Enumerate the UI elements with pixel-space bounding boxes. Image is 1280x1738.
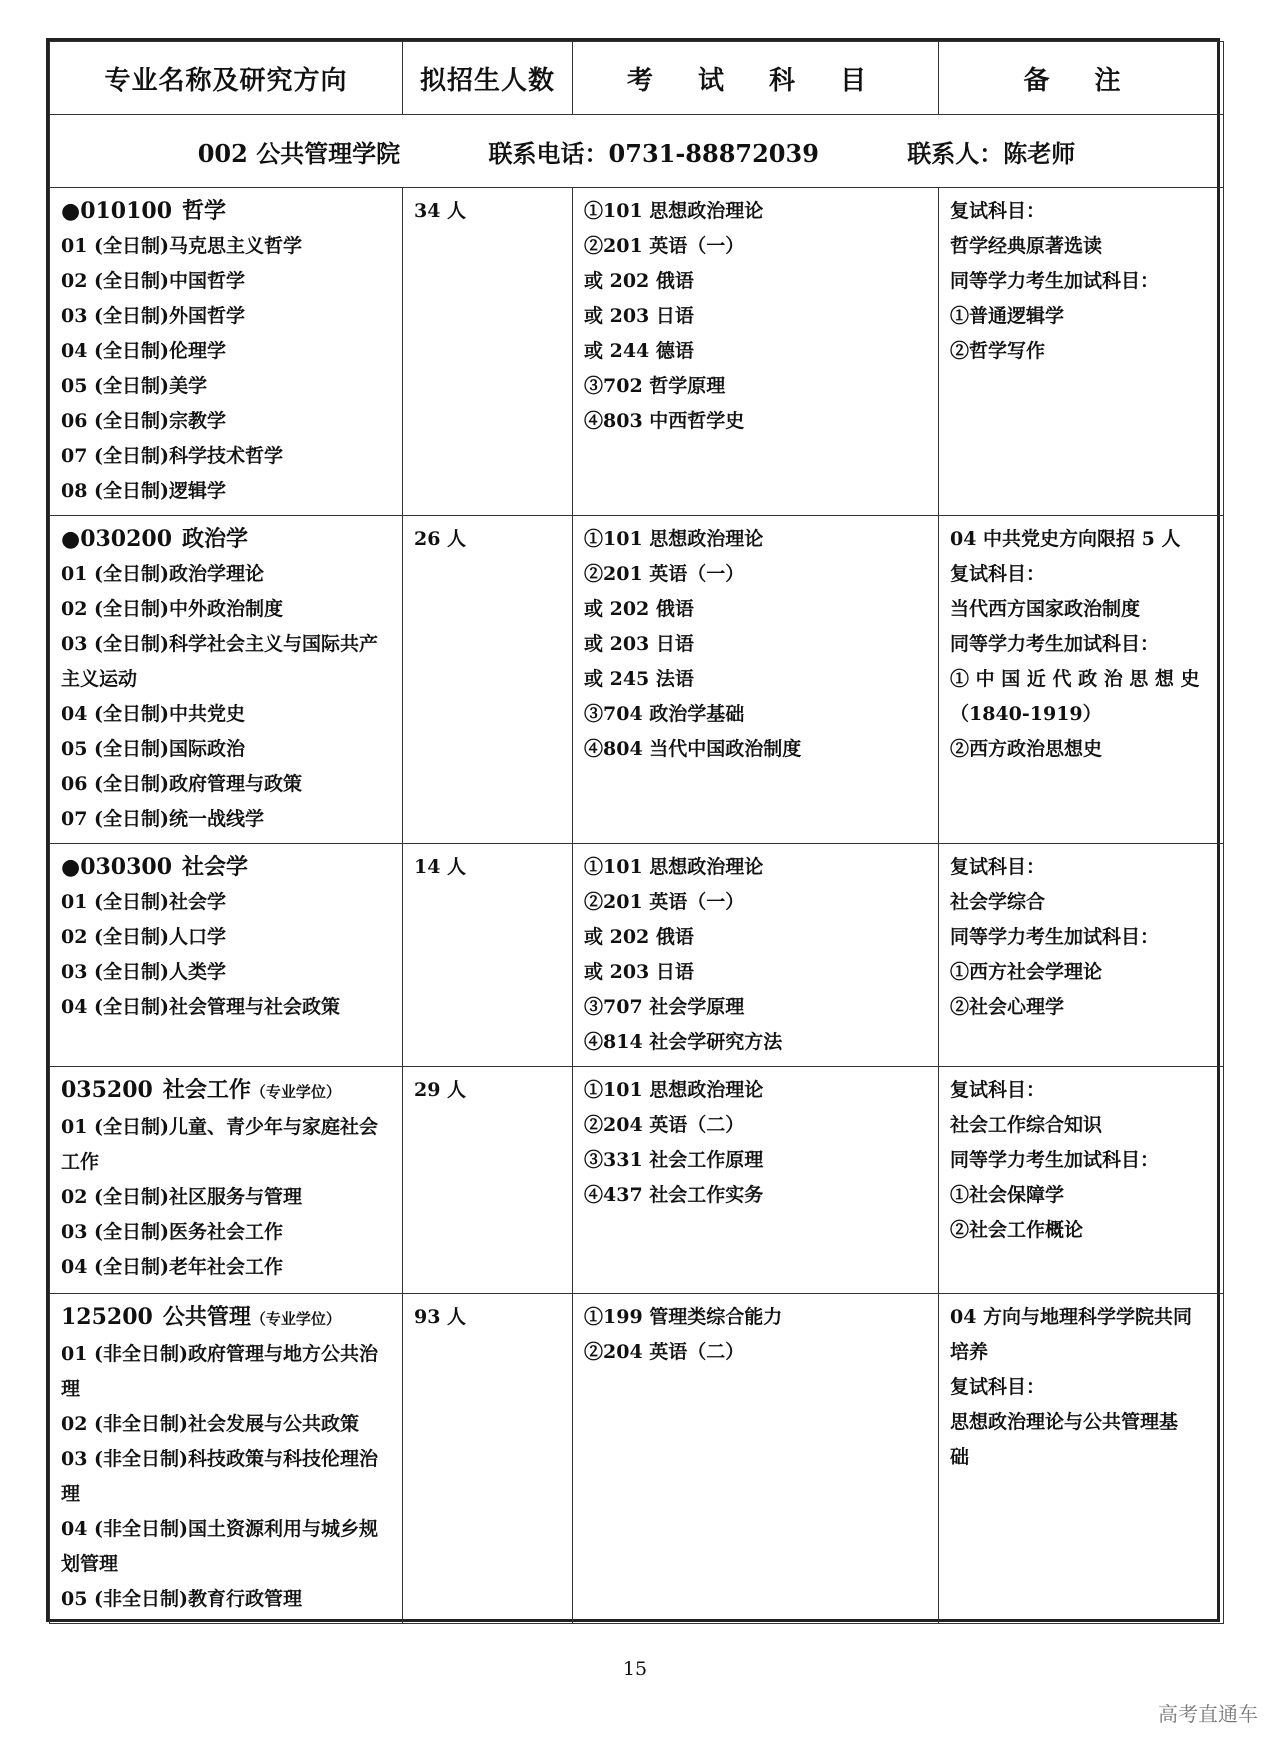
degree-type: （专业学位） <box>250 1083 341 1101</box>
exam-subject: ①199 管理类综合能力 <box>584 1306 783 1328</box>
exam-subject: 或 203 日语 <box>584 961 694 983</box>
notes-cell <box>939 516 1224 844</box>
major-name: 社会学 <box>182 854 249 880</box>
major-name: 社会工作 <box>162 1077 251 1103</box>
major-title <box>61 522 392 557</box>
major-name: 政治学 <box>182 526 249 552</box>
college-phone: 联系电话：0731-88872039 <box>488 138 819 168</box>
research-direction: 06 (全日制)宗教学 <box>61 410 227 432</box>
major-code: 125200 <box>61 1304 153 1330</box>
note-line: 础 <box>950 1446 970 1468</box>
note-line: 同等学力考生加试科目： <box>950 1149 1160 1171</box>
enrollment-cell <box>403 1067 573 1294</box>
exam-subject: 或 203 日语 <box>584 633 694 655</box>
subjects-cell <box>573 1067 939 1294</box>
exam-subject: 或 203 日语 <box>584 305 694 327</box>
exam-subject: ③707 社会学原理 <box>584 996 745 1018</box>
note-line: 社会工作综合知识 <box>950 1114 1103 1136</box>
enrollment-count: 14 人 <box>414 856 467 878</box>
research-direction: 05 (全日制)国际政治 <box>61 738 246 760</box>
research-direction: 03 (全日制)医务社会工作 <box>61 1221 284 1243</box>
note-line: 复试科目： <box>950 563 1046 585</box>
major-title <box>61 1073 392 1110</box>
subjects-cell <box>573 1294 939 1624</box>
notes-cell <box>939 1294 1224 1624</box>
enrollment-cell <box>403 1294 573 1624</box>
exam-subject: ②201 英语（一） <box>584 891 745 913</box>
subjects-cell <box>573 844 939 1067</box>
exam-subject: ③702 哲学原理 <box>584 375 726 397</box>
research-direction: 02 (全日制)中国哲学 <box>61 270 246 292</box>
note-line: （1840-1919） <box>950 703 1102 725</box>
subjects-cell <box>573 188 939 516</box>
header-notes: 备 注 <box>939 42 1224 115</box>
major-row <box>50 1067 1224 1294</box>
note-line: 04 方向与地理科学学院共同 <box>950 1306 1193 1328</box>
subjects-cell <box>573 516 939 844</box>
major-code: ●030300 <box>61 854 173 880</box>
major-cell <box>50 1294 403 1624</box>
note-line: ②社会心理学 <box>950 996 1065 1018</box>
notes-cell <box>939 1067 1224 1294</box>
exam-subject: 或 202 俄语 <box>584 598 694 620</box>
exam-subject: ①101 思想政治理论 <box>584 856 764 878</box>
page-number: 15 <box>622 1658 648 1680</box>
research-direction: 理 <box>61 1483 81 1505</box>
enrollment-cell <box>403 516 573 844</box>
research-direction: 03 (全日制)外国哲学 <box>61 305 246 327</box>
enrollment-count: 29 人 <box>414 1079 467 1101</box>
admissions-table-frame <box>46 38 1220 1622</box>
exam-subject: 或 202 俄语 <box>584 926 694 948</box>
note-line: 当代西方国家政治制度 <box>950 598 1141 620</box>
note-line: ① 中 国 近 代 政 治 思 想 史 <box>950 668 1200 690</box>
note-line: ①西方社会学理论 <box>950 961 1103 983</box>
exam-subject: ③331 社会工作原理 <box>584 1149 764 1171</box>
exam-subject: ②204 英语（二） <box>584 1114 745 1136</box>
research-direction: 04 (全日制)中共党史 <box>61 703 246 725</box>
research-direction: 01 (全日制)儿童、青少年与家庭社会 <box>61 1116 379 1138</box>
major-cell <box>50 1067 403 1294</box>
college-name: 002 公共管理学院 <box>197 138 401 168</box>
major-code: 035200 <box>61 1077 153 1103</box>
exam-subject: ③704 政治学基础 <box>584 703 745 725</box>
exam-subject: 或 244 德语 <box>584 340 694 362</box>
major-name: 公共管理 <box>162 1304 251 1330</box>
notes-cell <box>939 188 1224 516</box>
exam-subject: ④814 社会学研究方法 <box>584 1031 783 1053</box>
research-direction: 02 (全日制)人口学 <box>61 926 227 948</box>
exam-subject: ④437 社会工作实务 <box>584 1184 764 1206</box>
exam-subject: ②201 英语（一） <box>584 235 745 257</box>
college-contact: 联系人：陈老师 <box>907 138 1076 168</box>
note-line: 复试科目： <box>950 856 1046 878</box>
major-title <box>61 1300 392 1337</box>
major-row <box>50 844 1224 1067</box>
note-line: 思想政治理论与公共管理基 <box>950 1411 1179 1433</box>
enrollment-count: 26 人 <box>414 528 467 550</box>
research-direction: 04 (全日制)老年社会工作 <box>61 1256 284 1278</box>
research-direction: 工作 <box>61 1151 100 1173</box>
exam-subject: ①101 思想政治理论 <box>584 200 764 222</box>
major-code: ●030200 <box>61 526 173 552</box>
research-direction: 07 (全日制)统一战线学 <box>61 808 265 830</box>
note-line: 同等学力考生加试科目： <box>950 926 1160 948</box>
research-direction: 主义运动 <box>61 668 138 690</box>
note-line: ①普通逻辑学 <box>950 305 1065 327</box>
research-direction: 06 (全日制)政府管理与政策 <box>61 773 303 795</box>
research-direction: 划管理 <box>61 1553 119 1575</box>
note-line: 社会学综合 <box>950 891 1046 913</box>
research-direction: 05 (非全日制)教育行政管理 <box>61 1588 303 1610</box>
enrollment-count: 34 人 <box>414 200 467 222</box>
note-line: 哲学经典原著选读 <box>950 235 1103 257</box>
research-direction: 02 (全日制)社区服务与管理 <box>61 1186 303 1208</box>
notes-cell <box>939 844 1224 1067</box>
research-direction: 04 (非全日制)国土资源利用与城乡规 <box>61 1518 379 1540</box>
research-direction: 04 (全日制)伦理学 <box>61 340 227 362</box>
degree-type: （专业学位） <box>250 1310 341 1328</box>
note-line: ②西方政治思想史 <box>950 738 1103 760</box>
major-cell <box>50 188 403 516</box>
research-direction: 07 (全日制)科学技术哲学 <box>61 445 284 467</box>
enrollment-count: 93 人 <box>414 1306 467 1328</box>
note-line: 复试科目： <box>950 1376 1046 1398</box>
watermark-text: 高考直通车 <box>1158 1702 1258 1726</box>
header-subjects: 考 试 科 目 <box>573 42 939 115</box>
research-direction: 02 (非全日制)社会发展与公共政策 <box>61 1413 360 1435</box>
note-line: ①社会保障学 <box>950 1184 1065 1206</box>
major-row <box>50 1294 1224 1624</box>
major-code: ●010100 <box>61 198 173 224</box>
research-direction: 04 (全日制)社会管理与社会政策 <box>61 996 341 1018</box>
exam-subject: ④804 当代中国政治制度 <box>584 738 802 760</box>
research-direction: 理 <box>61 1378 81 1400</box>
exam-subject: 或 202 俄语 <box>584 270 694 292</box>
note-line: 复试科目： <box>950 1079 1046 1101</box>
research-direction: 01 (全日制)马克思主义哲学 <box>61 235 303 257</box>
major-title <box>61 850 392 885</box>
research-direction: 03 (全日制)科学社会主义与国际共产 <box>61 633 379 655</box>
research-direction: 02 (全日制)中外政治制度 <box>61 598 284 620</box>
exam-subject: ②201 英语（一） <box>584 563 745 585</box>
exam-subject: ②204 英语（二） <box>584 1341 745 1363</box>
note-line: 04 中共党史方向限招 5 人 <box>950 528 1181 550</box>
college-row <box>50 115 1224 188</box>
note-line: 培养 <box>950 1341 989 1363</box>
research-direction: 03 (全日制)人类学 <box>61 961 227 983</box>
enrollment-cell <box>403 188 573 516</box>
research-direction: 01 (全日制)政治学理论 <box>61 563 265 585</box>
major-row <box>50 188 1224 516</box>
table-header-row <box>50 42 1224 115</box>
note-line: ②社会工作概论 <box>950 1219 1084 1241</box>
research-direction: 01 (非全日制)政府管理与地方公共治 <box>61 1343 379 1365</box>
research-direction: 08 (全日制)逻辑学 <box>61 480 227 502</box>
admissions-table <box>49 41 1224 1624</box>
research-direction: 03 (非全日制)科技政策与科技伦理治 <box>61 1448 379 1470</box>
header-enrollment: 拟招生人数 <box>403 42 573 115</box>
exam-subject: ①101 思想政治理论 <box>584 528 764 550</box>
major-cell <box>50 516 403 844</box>
major-title <box>61 194 392 229</box>
research-direction: 01 (全日制)社会学 <box>61 891 227 913</box>
exam-subject: ④803 中西哲学史 <box>584 410 745 432</box>
header-major: 专业名称及研究方向 <box>50 42 403 115</box>
note-line: 同等学力考生加试科目： <box>950 270 1160 292</box>
note-line: 同等学力考生加试科目： <box>950 633 1160 655</box>
exam-subject: 或 245 法语 <box>584 668 694 690</box>
research-direction: 05 (全日制)美学 <box>61 375 208 397</box>
major-cell <box>50 844 403 1067</box>
note-line: 复试科目： <box>950 200 1046 222</box>
major-name: 哲学 <box>182 198 227 224</box>
college-info <box>50 115 1224 188</box>
major-row <box>50 516 1224 844</box>
enrollment-cell <box>403 844 573 1067</box>
exam-subject: ①101 思想政治理论 <box>584 1079 764 1101</box>
note-line: ②哲学写作 <box>950 340 1046 362</box>
